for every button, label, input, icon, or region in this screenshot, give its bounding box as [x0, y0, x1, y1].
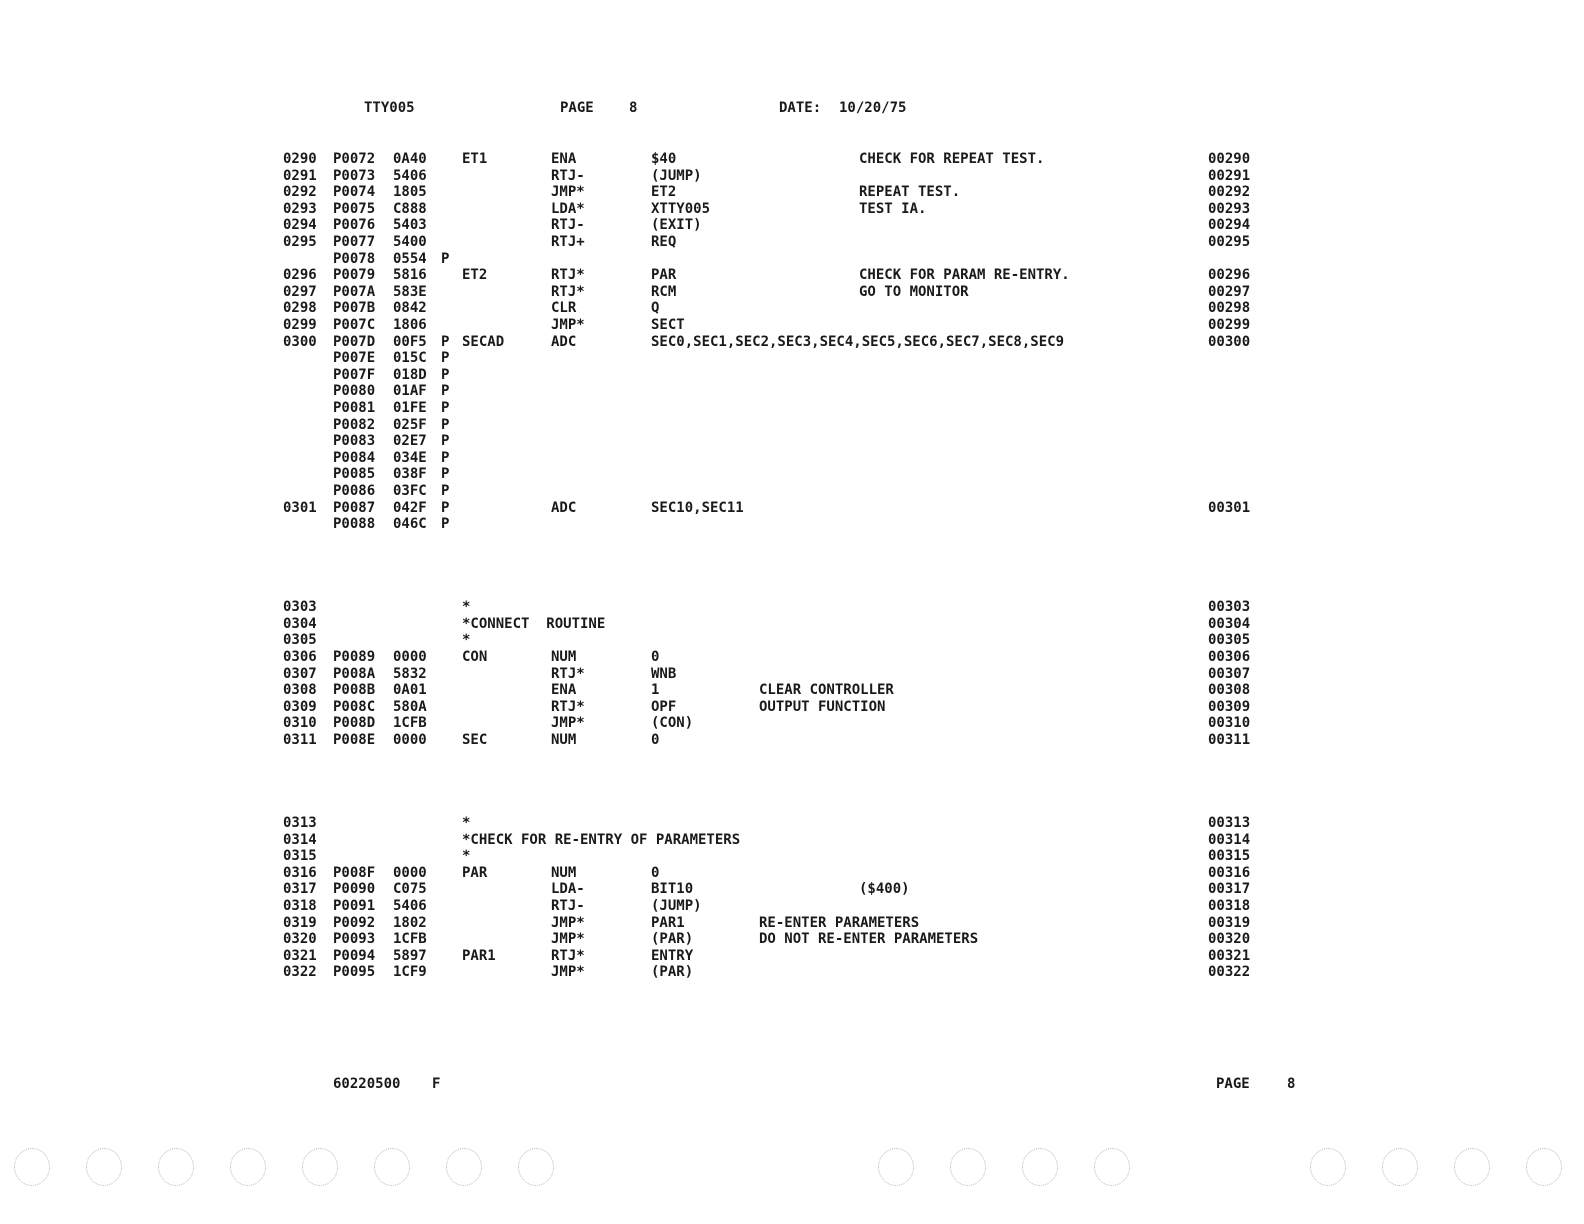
opcode: JMP*: [551, 964, 585, 981]
opcode: NUM: [551, 649, 577, 665]
line-number: 0316: [283, 864, 317, 881]
listing-line: [0, 466, 1584, 483]
relocation-flag: P: [441, 333, 450, 350]
listing-line: [0, 284, 1584, 301]
listing-line: [0, 201, 1584, 218]
operand: 0: [651, 649, 660, 665]
sequence-number: 00321: [1208, 947, 1251, 964]
feed-hole: [158, 1148, 194, 1186]
location-counter: P007C: [333, 317, 376, 333]
location-counter: P0084: [333, 449, 376, 466]
opcode: RTJ-: [551, 217, 585, 234]
object-code: 0554: [393, 250, 427, 267]
listing-line: [0, 483, 1584, 500]
line-number: 0311: [283, 732, 317, 748]
listing-line: [0, 964, 1584, 981]
sequence-number: 00300: [1208, 333, 1251, 350]
sequence-number: 00313: [1208, 815, 1251, 831]
object-code: 01FE: [393, 400, 427, 416]
feed-hole: [14, 1148, 50, 1186]
opcode: RTJ*: [551, 698, 585, 715]
opcode: JMP*: [551, 914, 585, 931]
object-code: 046C: [393, 516, 427, 533]
location-counter: P0083: [333, 433, 376, 450]
location-counter: P008E: [333, 732, 376, 748]
opcode: ENA: [551, 151, 577, 167]
listing-line: [0, 350, 1584, 367]
footer-revision: F: [432, 1076, 441, 1092]
line-number: 0293: [283, 200, 317, 217]
sequence-number: 00292: [1208, 184, 1251, 201]
opcode: LDA*: [551, 200, 585, 217]
relocation-flag: P: [441, 516, 450, 533]
sequence-number: 00298: [1208, 300, 1251, 317]
object-code: 5897: [393, 947, 427, 964]
sequence-number: 00290: [1208, 151, 1251, 167]
line-number: 0300: [283, 333, 317, 350]
sequence-number: 00322: [1208, 964, 1251, 981]
line-number: 0313: [283, 815, 317, 831]
opcode: CLR: [551, 300, 577, 317]
sequence-number: 00307: [1208, 665, 1251, 682]
sequence-number: 00305: [1208, 632, 1251, 649]
relocation-flag: P: [441, 433, 450, 450]
listing-line: [0, 915, 1584, 932]
label-field: PAR1: [462, 947, 496, 964]
listing-line: [0, 317, 1584, 334]
location-counter: P0086: [333, 483, 376, 499]
operand: (JUMP): [651, 167, 702, 184]
location-counter: P007A: [333, 283, 376, 300]
listing-line: [0, 433, 1584, 450]
line-number: 0298: [283, 300, 317, 317]
line-number: 0322: [283, 964, 317, 981]
operand: (CON): [651, 715, 694, 732]
opcode: LDA-: [551, 881, 585, 898]
opcode: RTJ*: [551, 283, 585, 300]
operand: BIT10: [651, 881, 694, 898]
listing-line: [0, 699, 1584, 716]
location-counter: P0095: [333, 964, 376, 981]
feed-hole: [1382, 1148, 1418, 1186]
listing-line: [0, 184, 1584, 201]
listing-line: [0, 898, 1584, 915]
feed-hole: [1454, 1148, 1490, 1186]
label-field: CON: [462, 649, 488, 665]
location-counter: P0082: [333, 416, 376, 433]
sequence-number: 00314: [1208, 831, 1251, 848]
sequence-number: 00318: [1208, 898, 1251, 914]
listing-line: [0, 151, 1584, 168]
line-number: 0294: [283, 217, 317, 234]
operand: XTTY005: [651, 200, 711, 217]
relocation-flag: P: [441, 449, 450, 466]
opcode: RTJ-: [551, 167, 585, 184]
line-number: 0290: [283, 151, 317, 167]
location-counter: P0090: [333, 881, 376, 898]
location-counter: P008A: [333, 665, 376, 682]
object-code: 5832: [393, 665, 427, 682]
label-field: *: [462, 848, 471, 865]
footer-document-number: 60220500: [333, 1076, 401, 1092]
comment: CHECK FOR PARAM RE-ENTRY.: [859, 267, 1070, 284]
location-counter: P007E: [333, 350, 376, 367]
label-field: ET1: [462, 151, 488, 167]
feed-hole: [878, 1148, 914, 1186]
sequence-number: 00319: [1208, 914, 1251, 931]
operand: PAR1: [651, 914, 685, 931]
operand: 0: [651, 864, 660, 881]
comment: REPEAT TEST.: [859, 184, 961, 201]
listing-line: [0, 682, 1584, 699]
comment: TEST IA.: [859, 200, 927, 217]
sequence-number: 00297: [1208, 283, 1251, 300]
object-code: 5403: [393, 217, 427, 234]
object-code: 01AF: [393, 383, 427, 400]
listing-line: [0, 267, 1584, 284]
listing-line: [0, 832, 1584, 849]
line-number: 0295: [283, 234, 317, 250]
line-number: 0304: [283, 615, 317, 632]
line-number: 0314: [283, 831, 317, 848]
feed-hole: [446, 1148, 482, 1186]
location-counter: P007D: [333, 333, 376, 350]
relocation-flag: P: [441, 416, 450, 433]
object-code: 1806: [393, 317, 427, 333]
sequence-number: 00310: [1208, 715, 1251, 732]
listing-line: [0, 865, 1584, 882]
object-code: 034E: [393, 449, 427, 466]
operand: RCM: [651, 283, 677, 300]
sequence-number: 00294: [1208, 217, 1251, 234]
location-counter: P0080: [333, 383, 376, 400]
line-number: 0321: [283, 947, 317, 964]
label-field: ET2: [462, 267, 488, 284]
header-program-name: TTY005: [364, 100, 415, 116]
line-number: 0291: [283, 167, 317, 184]
line-number: 0319: [283, 914, 317, 931]
object-code: 5816: [393, 267, 427, 284]
feed-hole: [230, 1148, 266, 1186]
object-code: 583E: [393, 283, 427, 300]
listing-line: [0, 367, 1584, 384]
comment: CHECK FOR REPEAT TEST.: [859, 151, 1045, 167]
opcode: RTJ*: [551, 665, 585, 682]
location-counter: P0079: [333, 267, 376, 284]
listing-line: [0, 666, 1584, 683]
operand: WNB: [651, 665, 677, 682]
listing-line: [0, 632, 1584, 649]
feed-hole: [950, 1148, 986, 1186]
sequence-number: 00315: [1208, 848, 1251, 865]
location-counter: P008C: [333, 698, 376, 715]
listing-line: [0, 649, 1584, 666]
location-counter: P0075: [333, 200, 376, 217]
listing-line: [0, 217, 1584, 234]
listing-line: [0, 715, 1584, 732]
object-code: 015C: [393, 350, 427, 367]
location-counter: P0081: [333, 400, 376, 416]
header-page-label: PAGE: [560, 100, 594, 116]
footer-page-number: 8: [1287, 1076, 1296, 1092]
operand: PAR: [651, 267, 677, 284]
listing-line: [0, 732, 1584, 749]
line-number: 0317: [283, 881, 317, 898]
object-code: 1CF9: [393, 964, 427, 981]
object-code: 025F: [393, 416, 427, 433]
location-counter: P0078: [333, 250, 376, 267]
sequence-number: 00296: [1208, 267, 1251, 284]
object-code: 0000: [393, 649, 427, 665]
listing-line: [0, 334, 1584, 351]
line-number: 0308: [283, 682, 317, 699]
sequence-number: 00308: [1208, 682, 1251, 699]
opcode: NUM: [551, 732, 577, 748]
operand: 0: [651, 732, 660, 748]
object-code: 1CFB: [393, 715, 427, 732]
location-counter: P0077: [333, 234, 376, 250]
listing-line: [0, 848, 1584, 865]
listing-line: [0, 300, 1584, 317]
operand: ET2: [651, 184, 677, 201]
object-code: 0A01: [393, 682, 427, 699]
location-counter: P0072: [333, 151, 376, 167]
listing-line: [0, 815, 1584, 832]
location-counter: P0087: [333, 499, 376, 516]
sequence-number: 00309: [1208, 698, 1251, 715]
location-counter: P008D: [333, 715, 376, 732]
footer-page-label: PAGE: [1216, 1076, 1250, 1092]
line-number: 0299: [283, 317, 317, 333]
label-field: *: [462, 632, 471, 649]
sequence-number: 00320: [1208, 931, 1251, 948]
feed-hole: [1526, 1148, 1562, 1186]
object-code: 1805: [393, 184, 427, 201]
relocation-flag: P: [441, 366, 450, 383]
listing-line: [0, 881, 1584, 898]
location-counter: P0076: [333, 217, 376, 234]
sequence-number: 00293: [1208, 200, 1251, 217]
feed-hole: [1022, 1148, 1058, 1186]
line-number: 0305: [283, 632, 317, 649]
label-field: *: [462, 815, 471, 831]
relocation-flag: P: [441, 383, 450, 400]
line-number: 0296: [283, 267, 317, 284]
object-code: 018D: [393, 366, 427, 383]
object-code: 580A: [393, 698, 427, 715]
sequence-number: 00295: [1208, 234, 1251, 250]
object-code: 1CFB: [393, 931, 427, 948]
comment: ($400): [859, 881, 910, 898]
location-counter: P008F: [333, 864, 376, 881]
object-code: 00F5: [393, 333, 427, 350]
listing-line: [0, 234, 1584, 251]
sequence-number: 00304: [1208, 615, 1251, 632]
comment: OUTPUT FUNCTION: [759, 698, 886, 715]
operand: SECT: [651, 317, 685, 333]
label-field: SEC: [462, 732, 488, 748]
location-counter: P0074: [333, 184, 376, 201]
label-field: SECAD: [462, 333, 505, 350]
location-counter: P007B: [333, 300, 376, 317]
object-code: 0842: [393, 300, 427, 317]
opcode: ADC: [551, 333, 577, 350]
object-code: C888: [393, 200, 427, 217]
opcode: RTJ*: [551, 947, 585, 964]
label-field: *CONNECT ROUTINE: [462, 615, 606, 632]
listing-line: [0, 616, 1584, 633]
location-counter: P0089: [333, 649, 376, 665]
label-field: PAR: [462, 864, 488, 881]
relocation-flag: P: [441, 499, 450, 516]
sequence-number: 00301: [1208, 499, 1251, 516]
object-code: 0000: [393, 732, 427, 748]
sequence-number: 00291: [1208, 167, 1251, 184]
feed-hole: [374, 1148, 410, 1186]
object-code: 02E7: [393, 433, 427, 450]
operand: (PAR): [651, 931, 694, 948]
object-code: 0A40: [393, 151, 427, 167]
feed-hole: [1094, 1148, 1130, 1186]
operand: (JUMP): [651, 898, 702, 914]
comment: CLEAR CONTROLLER: [759, 682, 894, 699]
listing-line: [0, 168, 1584, 185]
opcode: RTJ-: [551, 898, 585, 914]
listing-line: [0, 383, 1584, 400]
header-page-number: 8: [629, 100, 638, 116]
line-number: 0309: [283, 698, 317, 715]
line-number: 0310: [283, 715, 317, 732]
feed-hole: [518, 1148, 554, 1186]
location-counter: P007F: [333, 366, 376, 383]
object-code: 038F: [393, 466, 427, 483]
label-field: *: [462, 599, 471, 616]
location-counter: P0093: [333, 931, 376, 948]
tractor-feed-holes: [0, 1148, 1584, 1192]
location-counter: P008B: [333, 682, 376, 699]
opcode: JMP*: [551, 931, 585, 948]
relocation-flag: P: [441, 466, 450, 483]
operand: Q: [651, 300, 660, 317]
comment: RE-ENTER PARAMETERS: [759, 914, 920, 931]
object-code: 5406: [393, 898, 427, 914]
opcode: NUM: [551, 864, 577, 881]
operand: $40: [651, 151, 677, 167]
header-date-label: DATE:: [779, 100, 822, 116]
operand: SEC0,SEC1,SEC2,SEC3,SEC4,SEC5,SEC6,SEC7,SEC8,SEC9: [651, 333, 1065, 350]
line-number: 0318: [283, 898, 317, 914]
listing-line: [0, 599, 1584, 616]
relocation-flag: P: [441, 483, 450, 499]
operand: ENTRY: [651, 947, 694, 964]
object-code: 03FC: [393, 483, 427, 499]
object-code: 1802: [393, 914, 427, 931]
opcode: RTJ*: [551, 267, 585, 284]
opcode: JMP*: [551, 317, 585, 333]
header-date: 10/20/75: [839, 100, 907, 116]
listing-line: [0, 516, 1584, 533]
location-counter: P0094: [333, 947, 376, 964]
line-number: 0301: [283, 499, 317, 516]
listing-line: [0, 417, 1584, 434]
line-number: 0292: [283, 184, 317, 201]
feed-hole: [302, 1148, 338, 1186]
opcode: ADC: [551, 499, 577, 516]
relocation-flag: P: [441, 350, 450, 367]
sequence-number: 00303: [1208, 599, 1251, 616]
sequence-number: 00299: [1208, 317, 1251, 333]
location-counter: P0088: [333, 516, 376, 533]
comment: DO NOT RE-ENTER PARAMETERS: [759, 931, 979, 948]
sequence-number: 00316: [1208, 864, 1251, 881]
feed-hole: [1310, 1148, 1346, 1186]
operand: OPF: [651, 698, 677, 715]
listing-line: [0, 400, 1584, 417]
sequence-number: 00317: [1208, 881, 1251, 898]
line-number: 0306: [283, 649, 317, 665]
operand: SEC10,SEC11: [651, 499, 744, 516]
line-number: 0303: [283, 599, 317, 616]
object-code: 042F: [393, 499, 427, 516]
listing-line: [0, 500, 1584, 517]
object-code: 5406: [393, 167, 427, 184]
feed-hole: [86, 1148, 122, 1186]
location-counter: P0073: [333, 167, 376, 184]
line-number: 0315: [283, 848, 317, 865]
comment: GO TO MONITOR: [859, 283, 969, 300]
operand: REQ: [651, 234, 677, 250]
relocation-flag: P: [441, 250, 450, 267]
object-code: 0000: [393, 864, 427, 881]
line-number: 0320: [283, 931, 317, 948]
opcode: JMP*: [551, 184, 585, 201]
line-number: 0297: [283, 283, 317, 300]
listing-line: [0, 450, 1584, 467]
location-counter: P0091: [333, 898, 376, 914]
location-counter: P0092: [333, 914, 376, 931]
object-code: 5400: [393, 234, 427, 250]
label-field: *CHECK FOR RE-ENTRY OF PARAMETERS: [462, 831, 741, 848]
line-number: 0307: [283, 665, 317, 682]
listing-line: [0, 948, 1584, 965]
operand: (EXIT): [651, 217, 702, 234]
opcode: ENA: [551, 682, 577, 699]
location-counter: P0085: [333, 466, 376, 483]
opcode: JMP*: [551, 715, 585, 732]
relocation-flag: P: [441, 400, 450, 416]
opcode: RTJ+: [551, 234, 585, 250]
object-code: C075: [393, 881, 427, 898]
listing-line: [0, 251, 1584, 268]
operand: 1: [651, 682, 660, 699]
listing-line: [0, 931, 1584, 948]
sequence-number: 00311: [1208, 732, 1251, 748]
sequence-number: 00306: [1208, 649, 1251, 665]
operand: (PAR): [651, 964, 694, 981]
